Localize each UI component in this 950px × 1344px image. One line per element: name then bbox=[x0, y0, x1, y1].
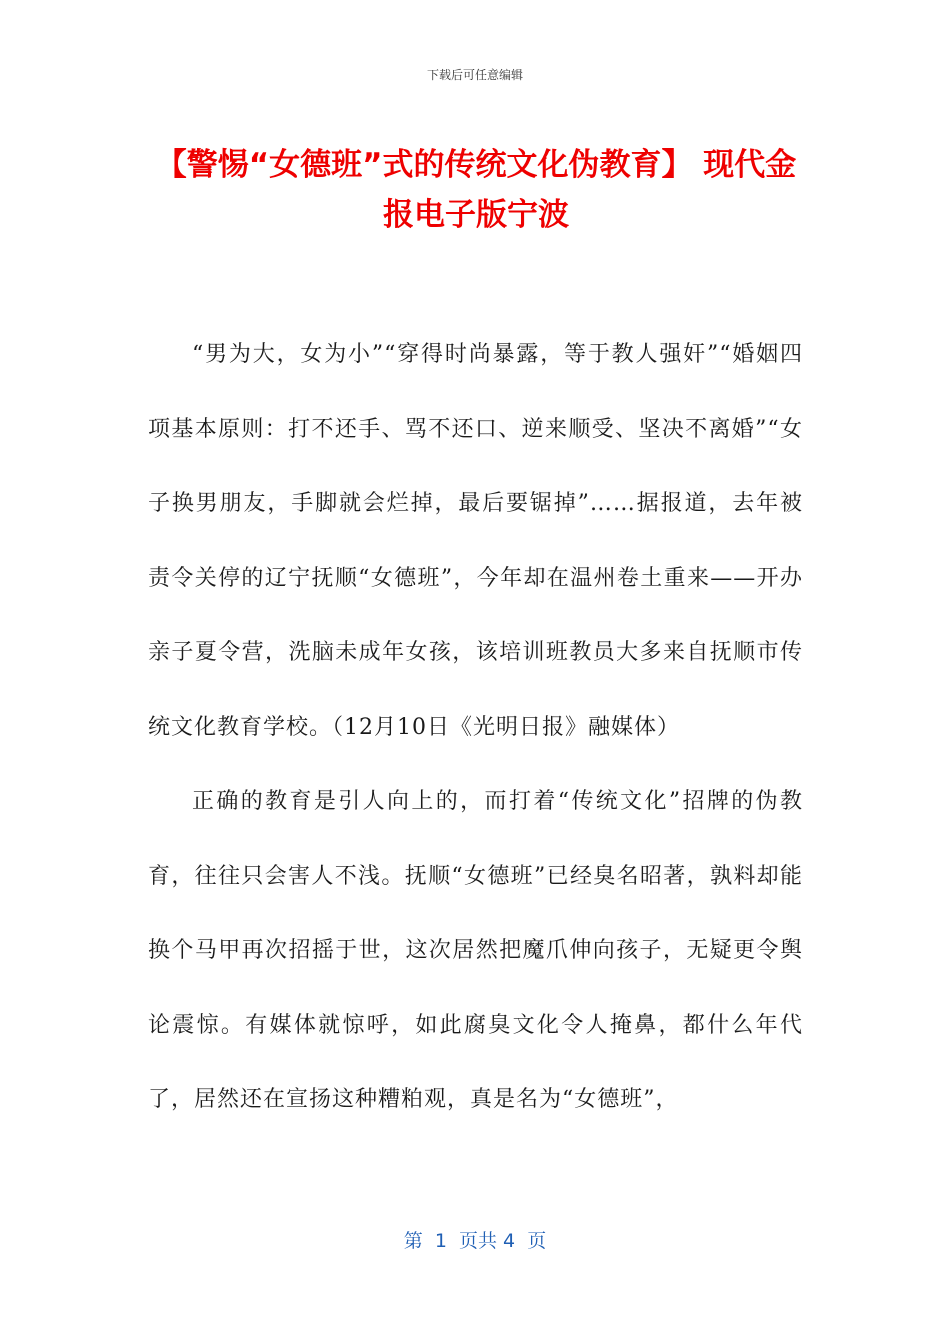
paragraph-2: 正确的教育是引人向上的，而打着“传统文化”招牌的伪教育，往往只会害人不浅。抚顺“女德班”已经臭名昭著，孰料却能换个马甲再次招摇于世，这次居然把魔爪伸向孩子，无疑更令舆论震惊。有媒体就惊呼，如此腐臭文化令人掩鼻，都什么年代了，居然还在宣扬这种糟粕观，真是名为“女德班”， bbox=[148, 789, 803, 1112]
paragraph-1: “男为大，女为小”“穿得时尚暴露，等于教人强奸”“婚姻四项基本原则：打不还手、骂不还口、逆来顺受、坚决不离婚”“女子换男朋友，手脚就会烂掉，最后要锯掉”……据报道，去年被责令关停的辽宁抚顺“女德班”，今年却在温州卷土重来——开办亲子夏令营，洗脑未成年女孩，该培训班教员大多来自抚顺市传统文化教育学校。（12月10日《光明日报》融媒体） bbox=[148, 342, 803, 740]
header-note: 下载后可任意编辑 bbox=[426, 68, 523, 82]
page-number-footer: 第 1 页共 4 页 bbox=[403, 1230, 547, 1252]
document-body bbox=[148, 318, 803, 1138]
document-title: 【警惕“女德班”式的传统文化伪教育】 现代金报电子版宁波 bbox=[155, 147, 797, 233]
